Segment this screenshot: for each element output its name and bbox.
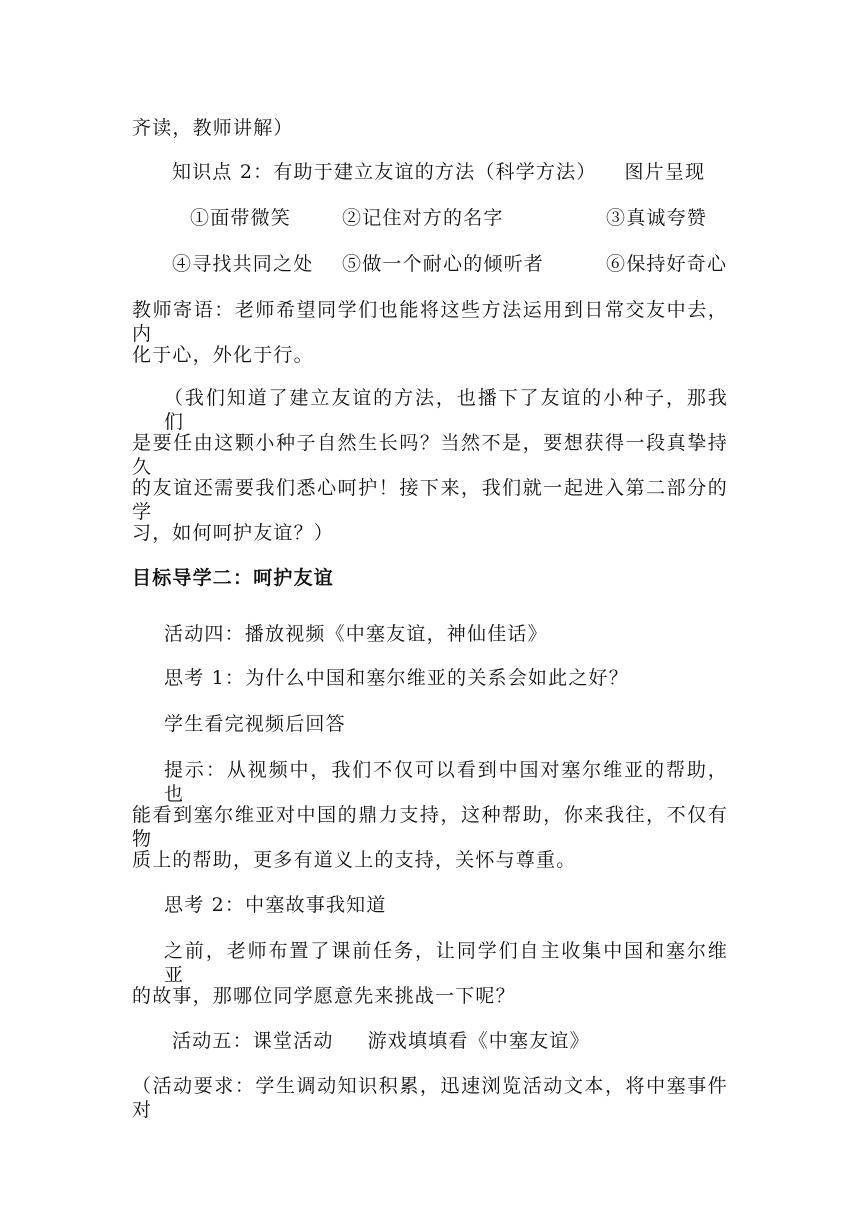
- hint-line: 提示：从视频中，我们不仅可以看到中国对塞尔维亚的帮助，也: [164, 759, 728, 805]
- activity-title: [172, 1029, 590, 1053]
- knowledge-point-heading: [172, 160, 705, 184]
- question-line: 思考 1：为什么中国和塞尔维亚的关系会如此之好？: [164, 667, 629, 689]
- activity-label: 活动五：课堂活动: [172, 1030, 334, 1052]
- method-item: ②记住对方的名字: [342, 207, 504, 229]
- paragraph-line: 习，如何呵护友谊？）: [132, 522, 335, 544]
- hint-line: 质上的帮助，更多有道义上的支持，关怀与尊重。: [132, 849, 577, 871]
- paragraph-line: 之前，老师布置了课前任务，让同学们自主收集中国和塞尔维亚: [164, 940, 728, 986]
- activity-requirement: （活动要求：学生调动知识积累，迅速浏览活动文本，将中塞事件对: [132, 1075, 728, 1121]
- question-line: 思考 2：中塞故事我知道: [164, 894, 387, 916]
- method-item: ⑤做一个耐心的倾听者: [342, 253, 545, 275]
- text-line: 齐读，教师讲解）: [132, 117, 294, 139]
- knowledge-point-tag: 图片呈现: [624, 161, 706, 183]
- hint-line: 能看到塞尔维亚对中国的鼎力支持，这种帮助，你来我往，不仅有物: [132, 804, 728, 850]
- paragraph-line: 是要任由这颗小种子自然生长吗？当然不是，要想获得一段真挚持久: [132, 432, 728, 478]
- activity-title: 活动四：播放视频《中塞友谊，神仙佳话》: [164, 623, 548, 645]
- method-item: ①面带微笑: [190, 207, 292, 229]
- teacher-message: 化于心，外化于行。: [132, 344, 314, 366]
- knowledge-point-title: 知识点 2：有助于建立友谊的方法（科学方法）: [172, 161, 597, 183]
- method-item: ③真诚夸赞: [606, 207, 708, 229]
- paragraph-line: 的故事，那哪位同学愿意先来挑战一下呢？: [132, 985, 516, 1007]
- method-item: ⑥保持好奇心: [606, 253, 728, 275]
- method-item: ④寻找共同之处: [172, 253, 314, 275]
- section-heading: 目标导学二：呵护友谊: [132, 567, 335, 589]
- paragraph-line: （我们知道了建立友谊的方法，也播下了友谊的小种子，那我们: [164, 387, 728, 433]
- paragraph-line: 的友谊还需要我们悉心呵护！接下来，我们就一起进入第二部分的学: [132, 477, 728, 523]
- text-line: 学生看完视频后回答: [164, 713, 346, 735]
- activity-game: 游戏填填看《中塞友谊》: [367, 1030, 590, 1052]
- teacher-message: 教师寄语：老师希望同学们也能将这些方法运用到日常交友中去，内: [132, 299, 728, 345]
